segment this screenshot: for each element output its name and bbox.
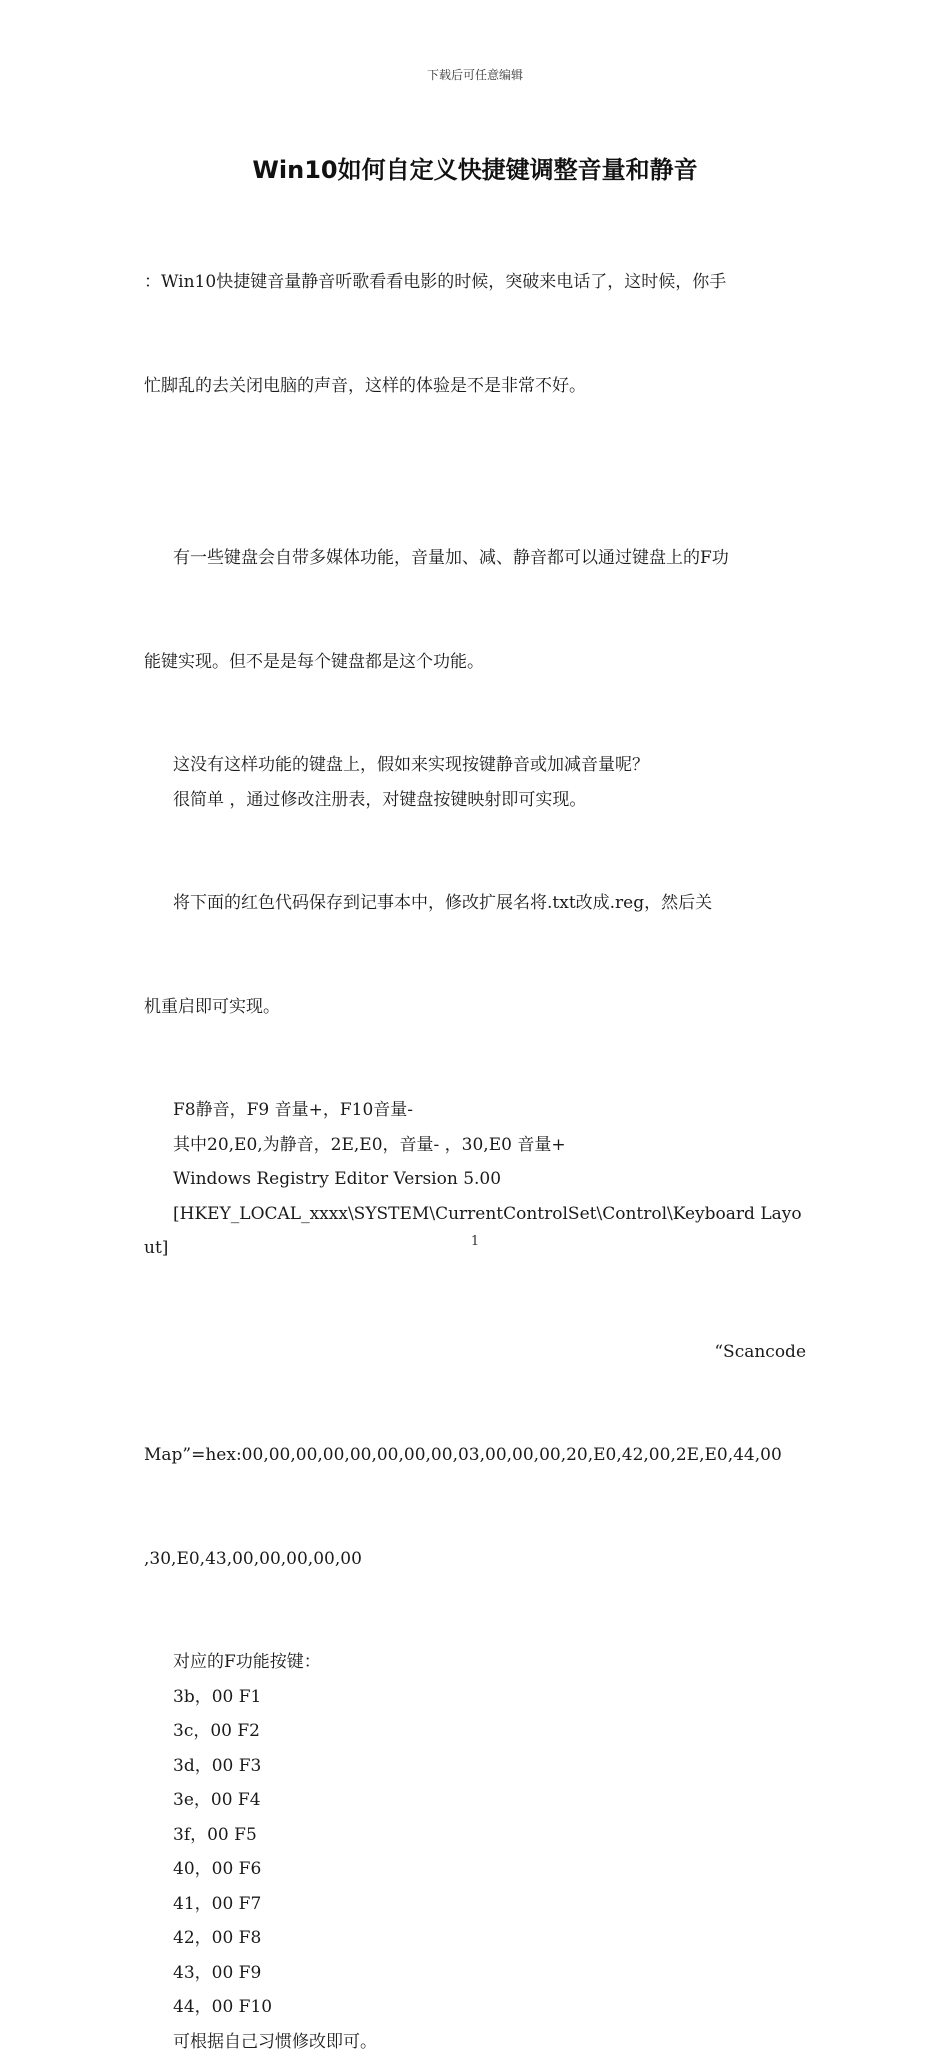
intro-line-2: 忙脚乱的去关闭电脑的声音，这样的体验是不是非常不好。	[144, 369, 806, 404]
mapping-item: 3b，00 F1	[144, 1680, 806, 1715]
save-line-1: 将下面的红色代码保存到记事本中，修改扩展名将.txt改成.reg，然后关	[144, 886, 806, 921]
mapping-item: 40，00 F6	[144, 1852, 806, 1887]
codes-paragraph: 其中20,E0,为静音，2E,E0，音量- ，30,E0 音量+	[144, 1128, 806, 1163]
registry-editor-line: Windows Registry Editor Version 5.00	[144, 1162, 806, 1197]
mapping-item: 3d，00 F3	[144, 1749, 806, 1784]
closing-paragraph: 可根据自己习惯修改即可。	[144, 2025, 806, 2059]
question-paragraph: 这没有这样功能的键盘上，假如来实现按键静音或加减音量呢？	[144, 748, 806, 783]
mapping-item: 41，00 F7	[144, 1887, 806, 1922]
header-note: 下载后可任意编辑	[0, 66, 950, 83]
registry-value-line-2: Map”=hex:00,00,00,00,00,00,00,00,03,00,00,00,20,E0,42,00,2E,E0,44,00	[144, 1438, 806, 1473]
save-line-2: 机重启即可实现。	[144, 990, 806, 1025]
intro-line-1: ：Win10快捷键音量静音听歌看看电影的时候，突破来电话了，这时候，你手	[144, 265, 806, 300]
document-body	[144, 196, 806, 2059]
multimedia-line-2: 能键实现。但不是是每个键盘都是这个功能。	[144, 645, 806, 680]
registry-key-line: [HKEY_LOCAL_xxxx\SYSTEM\CurrentControlSet\Control\Keyboard Layout]	[144, 1197, 806, 1266]
mapping-item: 3e，00 F4	[144, 1783, 806, 1818]
mapping-item: 42，00 F8	[144, 1921, 806, 1956]
save-paragraph	[144, 817, 806, 1093]
intro-paragraph	[144, 196, 806, 472]
multimedia-paragraph	[144, 472, 806, 748]
registry-value-line-1: “Scancode	[144, 1335, 806, 1370]
registry-value-line-3: ,30,E0,43,00,00,00,00,00	[144, 1542, 806, 1577]
multimedia-line-1: 有一些键盘会自带多媒体功能，音量加、减、静音都可以通过键盘上的F功	[144, 541, 806, 576]
simple-paragraph: 很简单 ，通过修改注册表，对键盘按键映射即可实现。	[144, 783, 806, 818]
mapping-item: 3c，00 F2	[144, 1714, 806, 1749]
mapping-item: 43，00 F9	[144, 1956, 806, 1991]
keys-paragraph: F8静音，F9 音量+，F10音量-	[144, 1093, 806, 1128]
mapping-heading: 对应的F功能按键：	[144, 1645, 806, 1680]
registry-value-block	[144, 1266, 806, 1646]
document-title: Win10如何自定义快捷键调整音量和静音	[0, 150, 950, 185]
mapping-item: 44，00 F10	[144, 1990, 806, 2025]
page-number: 1	[0, 1234, 950, 1249]
mapping-item: 3f，00 F5	[144, 1818, 806, 1853]
